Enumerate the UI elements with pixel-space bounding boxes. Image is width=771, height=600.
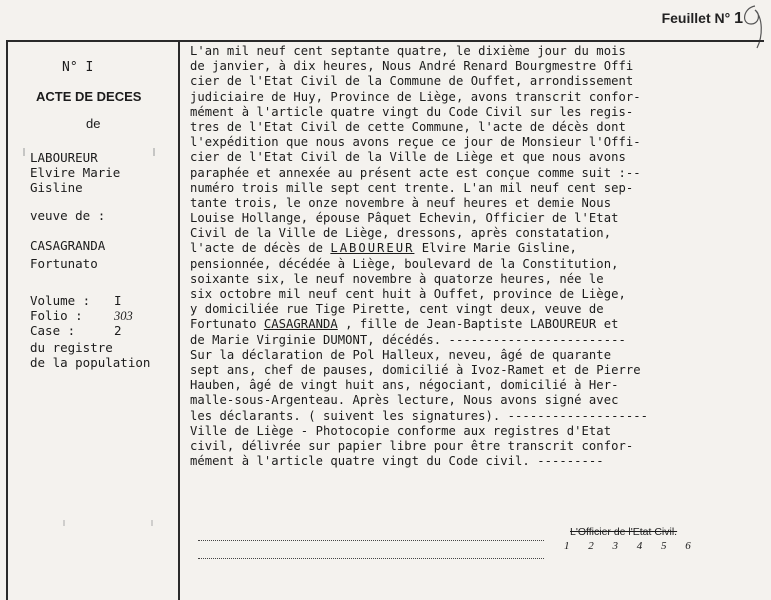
spouse-given: Fortunato	[30, 256, 98, 271]
body-line: sept ans, chef de pauses, domicilié à Ivoz-Ramet et de Pierre	[190, 362, 641, 377]
body-line: malle-sous-Argenteau. Après lecture, Nous avons signé avec	[190, 393, 619, 408]
deceased-surname: LABOUREUR	[30, 150, 98, 165]
margin-tick-marks	[4, 40, 176, 600]
body-line: judiciaire de Huy, Province de Liège, avons transcrit confor-	[190, 89, 641, 104]
signature-dotted-line	[198, 558, 544, 559]
ref-label: Volume :	[30, 293, 91, 308]
deceased-name-emphasis: LABOUREUR	[330, 241, 415, 256]
widow-label: veuve de :	[30, 208, 106, 223]
ref-value: 2	[114, 323, 122, 338]
body-line: tante trois, le onze novembre à neuf heures et demie Nous	[190, 195, 612, 210]
text-segment: Elvire Marie Gisline,	[414, 241, 577, 256]
ref-value: I	[114, 293, 122, 308]
deceased-given-2: Gisline	[30, 180, 83, 195]
text-segment: , fille de Jean-Baptiste LABOUREUR et	[337, 317, 619, 332]
body-line: L'an mil neuf cent septante quatre, le dixième jour du mois	[190, 44, 626, 58]
body-line: mément à l'article quatre vingt du Code civil. ---------	[190, 454, 604, 469]
body-line: Civil de la Ville de Liège, dressons, après constatation,	[190, 226, 612, 241]
body-line: Hauben, âgé de vingt huit ans, négociant, domicilié à Her-	[190, 378, 619, 393]
act-title: ACTE DE DECES	[36, 89, 142, 104]
body-line: cier de l'Etat Civil de la Commune de Ouffet, arrondissement	[190, 74, 634, 89]
act-title-de: de	[86, 116, 101, 131]
body-line: civil, délivrée sur papier libre pour être transcrit confor-	[190, 438, 634, 453]
body-line: Louise Hollange, épouse Pâquet Echevin, Officier de l'Etat	[190, 211, 619, 226]
act-body	[190, 44, 750, 469]
handwritten-digits: 1 2 3 4 5 6	[564, 540, 699, 552]
deceased-given-1: Elvire Marie	[30, 165, 121, 180]
ref-label: Folio :	[30, 308, 83, 323]
spouse-surname: CASAGRANDA	[30, 238, 106, 253]
body-line: mément à l'article quatre vingt du Code Civil sur les regis-	[190, 104, 634, 119]
body-line: y domiciliée rue Tige Pirette, cent vingt deux, veuve de	[190, 302, 604, 317]
signature-dotted-line	[198, 540, 544, 541]
body-line: soixante six, le neuf novembre à quatorze heures, née le	[190, 271, 604, 286]
text-segment: l'acte de décès de	[190, 241, 331, 256]
sheet-label: Feuillet N°	[661, 10, 731, 26]
body-line: l'expédition que nous avons reçue ce jour de Monsieur l'Offi-	[190, 135, 641, 150]
body-line: pensionnée, décédée à Liège, boulevard de la Constitution,	[190, 256, 619, 271]
body-line: tres de l'Etat Civil de cette Commune, l'acte de décès dont	[190, 119, 626, 134]
register-line-2: de la population	[30, 355, 151, 370]
text-segment: Fortunato	[190, 317, 264, 332]
body-line: Sur la déclaration de Pol Halleux, neveu, âgé de quarante	[190, 347, 612, 362]
body-line: cier de l'Etat Civil de la Ville de Liège et que nous avons	[190, 150, 626, 165]
register-line-1: du registre	[30, 340, 113, 355]
body-line-with-name	[190, 241, 750, 256]
sheet-number: 1	[734, 10, 743, 27]
ref-label: Case :	[30, 323, 76, 338]
sheet-header	[662, 10, 743, 28]
body-line: numéro trois mille sept cent trente. L'an mil neuf cent sep-	[190, 180, 634, 195]
body-line: paraphée et annexée au présent acte est conçue comme suit :--	[190, 165, 641, 180]
officer-signature-label: L'Officier de l'Etat Civil.	[570, 526, 678, 538]
act-number: N° I	[62, 60, 94, 75]
body-line: six octobre mil neuf cent huit à Ouffet, province de Liège,	[190, 287, 626, 301]
body-line: les déclarants. ( suivent les signatures). -------------------	[190, 408, 649, 423]
spouse-name-emphasis: CASAGRANDA	[263, 317, 338, 332]
body-line: de Marie Virginie DUMONT, décédés. ------------------------	[190, 332, 626, 347]
body-line: Ville de Liège - Photocopie conforme aux registres d'Etat	[190, 423, 612, 438]
ref-value: 303	[114, 309, 133, 323]
column-divider	[178, 40, 180, 600]
body-line: de janvier, à dix heures, Nous André Renard Bourgmestre Offi	[190, 59, 634, 74]
body-line-with-name	[190, 317, 750, 332]
